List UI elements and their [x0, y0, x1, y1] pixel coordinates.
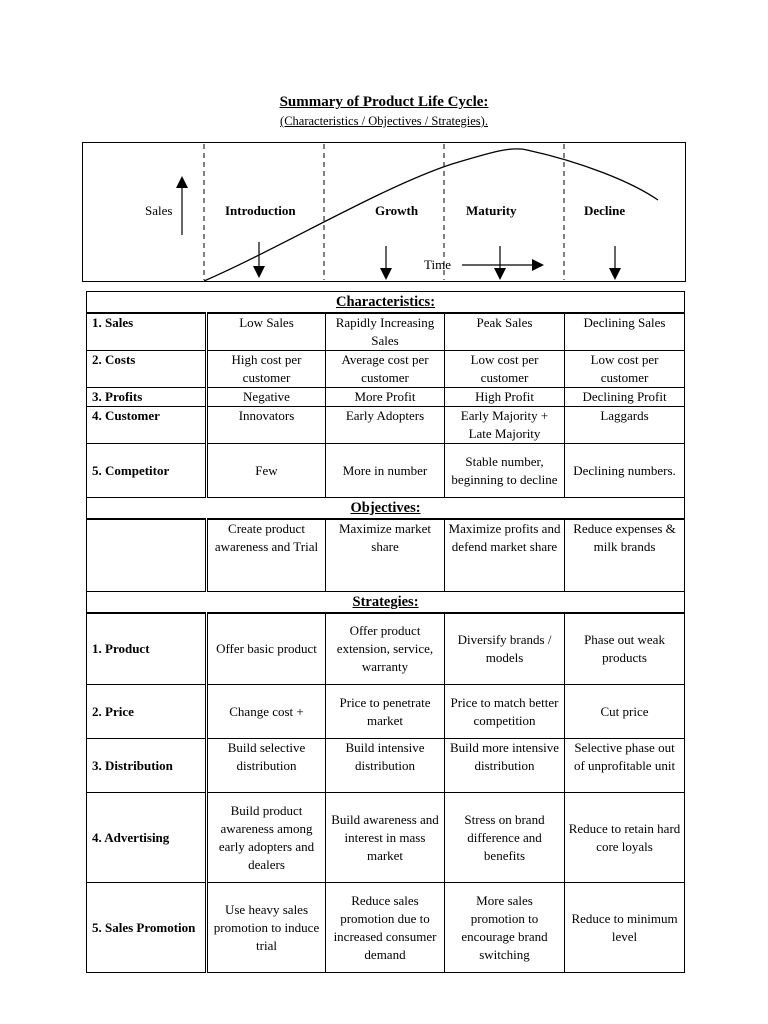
table-cell: Selective phase out of unprofitable unit — [565, 739, 685, 793]
table-cell: Build more intensive distribution — [445, 739, 565, 793]
table-cell: Reduce sales promotion due to increased consumer demand — [326, 883, 445, 973]
table-cell: Low cost per customer — [445, 351, 565, 388]
objectives-heading: Objectives: — [350, 500, 421, 516]
table-cell: Build awareness and interest in mass market — [326, 793, 445, 883]
table-cell: Offer basic product — [207, 613, 326, 685]
table-cell: Low Sales — [207, 313, 326, 351]
row-label: 2. Price — [87, 685, 207, 739]
table-cell: Rapidly Increasing Sales — [326, 313, 445, 351]
document-subtitle: (Characteristics / Objectives / Strategies). — [280, 114, 488, 128]
row-label: 1. Product — [87, 613, 207, 685]
row-label: 4. Advertising — [87, 793, 207, 883]
table-row — [87, 313, 685, 351]
table-row — [87, 613, 685, 685]
row-label: 5. Competitor — [87, 444, 207, 498]
sales-arrow-head — [176, 176, 188, 188]
table-cell: More in number — [326, 444, 445, 498]
table-cell: Reduce to minimum level — [565, 883, 685, 973]
stage-label-decline: Decline — [584, 203, 626, 218]
table-cell: Maximize profits and defend market share — [445, 519, 565, 591]
table-cell: Create product awareness and Trial — [207, 519, 326, 591]
down-arrow-head — [609, 268, 621, 280]
table-row — [87, 685, 685, 739]
table-cell: Reduce expenses & milk brands — [565, 519, 685, 591]
table-cell: Laggards — [565, 407, 685, 444]
row-label — [87, 519, 207, 591]
strategies-heading: Strategies: — [352, 593, 419, 610]
table-cell: Maximize market share — [326, 519, 445, 591]
table-cell: Stable number, beginning to decline — [445, 444, 565, 498]
table-cell: Declining Profit — [565, 388, 685, 407]
table-cell: High Profit — [445, 388, 565, 407]
table-cell: Early Majority + Late Majority — [445, 407, 565, 444]
time-arrow-head — [532, 259, 544, 271]
table-cell: Use heavy sales promotion to induce trial — [207, 883, 326, 973]
table-cell: Negative — [207, 388, 326, 407]
table-cell: Cut price — [565, 685, 685, 739]
table-row — [87, 793, 685, 883]
table-cell: Few — [207, 444, 326, 498]
document-title: Summary of Product Life Cycle: — [279, 94, 489, 110]
stage-label-growth: Growth — [375, 203, 419, 218]
table-cell: Price to penetrate market — [326, 685, 445, 739]
table-cell: Diversify brands / models — [445, 613, 565, 685]
table-cell: Build intensive distribution — [326, 739, 445, 793]
table-row — [87, 883, 685, 973]
down-arrow-head — [253, 266, 265, 278]
table-row — [87, 388, 685, 407]
sales-axis-label: Sales — [145, 203, 173, 218]
table-cell: Build product awareness among early adopters and dealers — [207, 793, 326, 883]
stage-label-introduction: Introduction — [225, 203, 296, 218]
table-row — [87, 444, 685, 498]
table-cell: Stress on brand difference and benefits — [445, 793, 565, 883]
row-label: 5. Sales Promotion — [87, 883, 207, 973]
table-cell: Phase out weak products — [565, 613, 685, 685]
table-cell: High cost per customer — [207, 351, 326, 388]
table-cell: Declining numbers. — [565, 444, 685, 498]
table-row — [87, 351, 685, 388]
table-cell: Early Adopters — [326, 407, 445, 444]
row-label: 3. Distribution — [87, 739, 207, 793]
characteristics-heading: Characteristics: — [335, 294, 436, 310]
table-row — [87, 739, 685, 793]
time-axis-label: Time — [424, 257, 451, 272]
plc-summary-table — [86, 291, 685, 973]
table-cell: Average cost per customer — [326, 351, 445, 388]
product-life-cycle-diagram — [82, 142, 686, 282]
table-cell: Offer product extension, service, warranty — [326, 613, 445, 685]
section-heading-strategies — [87, 591, 685, 613]
down-arrow-head — [494, 268, 506, 280]
table-row — [87, 519, 685, 591]
stage-label-maturity: Maturity — [466, 203, 517, 218]
table-cell: More Profit — [326, 388, 445, 407]
section-heading-objectives — [87, 498, 685, 520]
row-label: 4. Customer — [87, 407, 207, 444]
row-label: 1. Sales — [87, 313, 207, 351]
table-cell: Innovators — [207, 407, 326, 444]
section-heading-characteristics — [87, 292, 685, 314]
table-cell: Build selective distribution — [207, 739, 326, 793]
table-cell: Declining Sales — [565, 313, 685, 351]
down-arrow-head — [380, 268, 392, 280]
table-cell: Low cost per customer — [565, 351, 685, 388]
row-label: 2. Costs — [87, 351, 207, 388]
table-row — [87, 407, 685, 444]
table-cell: More sales promotion to encourage brand switching — [445, 883, 565, 973]
table-cell: Price to match better competition — [445, 685, 565, 739]
table-cell: Reduce to retain hard core loyals — [565, 793, 685, 883]
table-cell: Peak Sales — [445, 313, 565, 351]
row-label: 3. Profits — [87, 388, 207, 407]
table-cell: Change cost + — [207, 685, 326, 739]
